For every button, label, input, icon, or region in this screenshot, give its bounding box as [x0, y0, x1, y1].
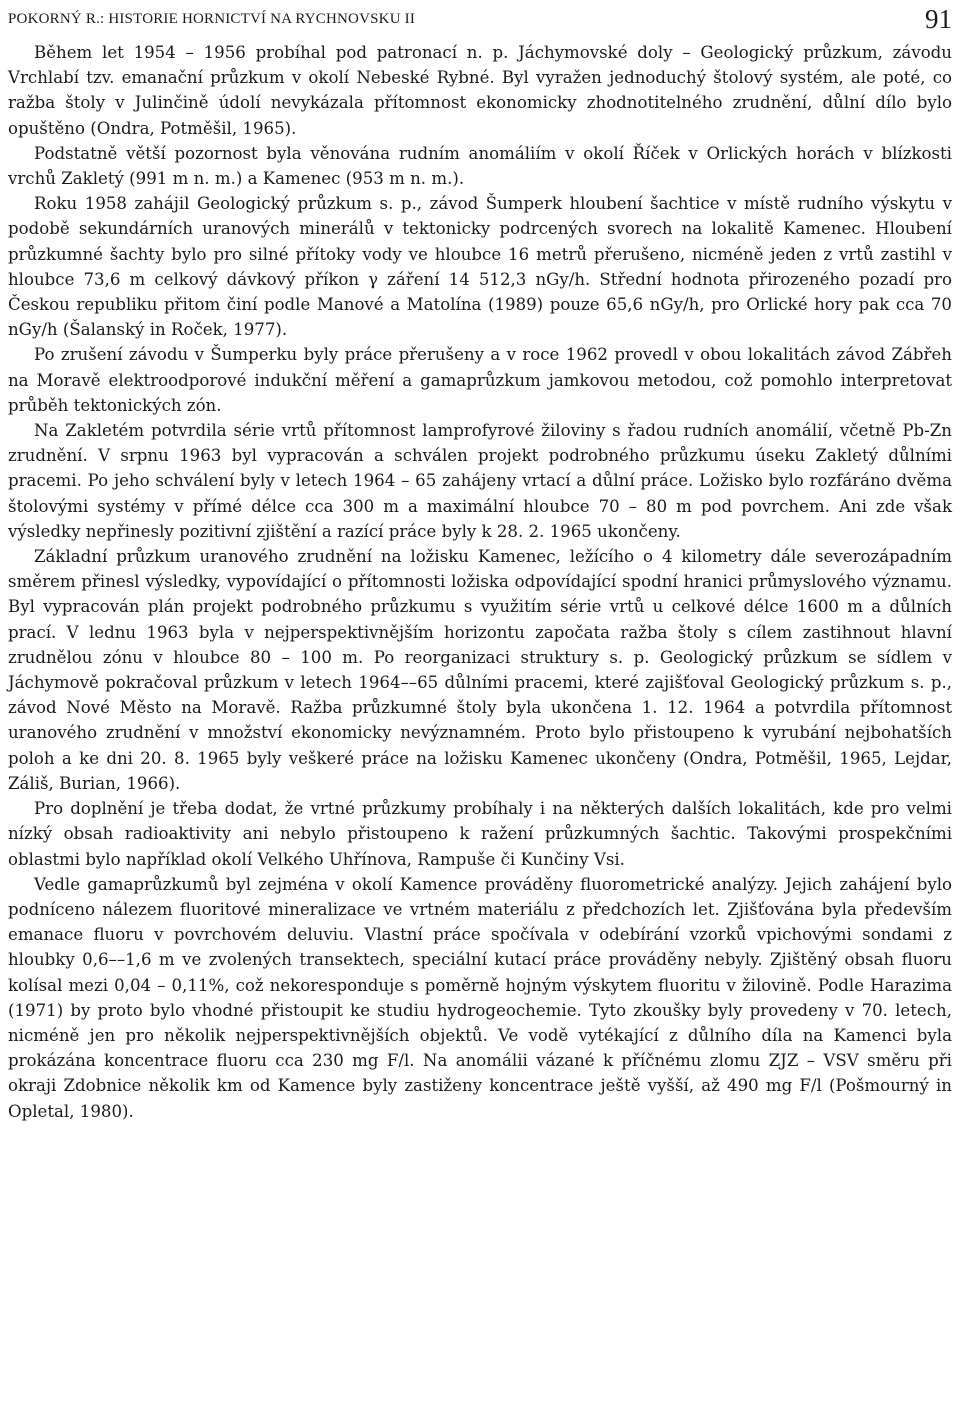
paragraph: Na Zakletém potvrdila série vrtů přítomnost lamprofyrové žiloviny s řadou rudních anomálií, včetně Pb-Zn zrudnění. V srpnu 1963 byl vypracován a schválen projekt podrobného průzkumu úseku Zakletý důlními pracemi. Po jeho schválení byly v letech 1964 – 65 zahájeny vrtací a důlní práce. Ložisko bylo rozfáráno dvěma štolovými systémy v přímé délce cca 300 m a maximální hloubce 70 – 80 m pod povrchem. Ani zde však výsledky nepřinesly pozitivní zjištění a razící práce byly k 28. 2. 1965 ukončeny.	[8, 421, 952, 541]
paragraph: Vedle gamaprůzkumů byl zejména v okolí Kamence prováděny fluorometrické analýzy. Jejich zahájení bylo podníceno nálezem fluoritové mineralizace ve vrtném materiálu z předchozích let. Zjišťována byla především emanace fluoru v povrchovém deluviu. Vlastní práce spočívala v odebírání vzorků vpichovými sondami z hloubky 0,6––1,6 m ve zvolených transektech, speciální kutací práce prováděny nebyly. Zjištěný obsah fluoru kolísal mezi 0,04 – 0,11%, což nekoresponduje s poměrně hojným výskytem fluoritu v žilovině. Podle Harazima (1971) by proto bylo vhodné přistoupit ke studiu hydrogeochemie. Tyto zkoušky byly provedeny v 70. letech, nicméně jen pro několik nejperspektivnějších objektů. Ve vodě vytékající z důlního díla na Kamenci byla prokázána koncentrace fluoru cca 230 mg F/l. Na anomálii vázané k příčnému zlomu ZJZ – VSV směru při okraji Zdobnice několik km od Kamence byly zastiženy koncentrace ještě vyšší, až 490 mg F/l (Pošmourný in Opletal, 1980).	[8, 874, 952, 1121]
body-text	[8, 40, 952, 1124]
paragraph: Pro doplnění je třeba dodat, že vrtné průzkumy probíhaly i na některých dalších lokalitách, kde pro velmi nízký obsah radioaktivity ani nebylo přistoupeno k ražení průzkumných šachtic. Takovými prospekčními oblastmi bylo například okolí Velkého Uhřínova, Rampuše či Kunčiny Vsi.	[8, 799, 952, 869]
running-title: POKORNÝ R.: HISTORIE HORNICTVÍ NA RYCHNOVSKU II	[8, 10, 416, 27]
paragraph: Základní průzkum uranového zrudnění na ložisku Kamenec, ležícího o 4 kilometry dále severozápadním směrem přinesl výsledky, vypovídající o přítomnosti ložiska odpovídající spodní hranici průmyslového významu. Byl vypracován plán projekt podrobného průzkumu s využitím série vrtů u celkové délce 1600 m a důlních prací. V lednu 1963 byla v nejperspektivnějším horizontu započata ražba štoly s cílem zastihnout hlavní zrudnělou zónu v hloubce 80 – 100 m. Po reorganizaci struktury s. p. Geologický průzkum se sídlem v Jáchymově pokračoval průzkum v letech 1964––65 důlními pracemi, které zajišťoval Geologický průzkum s. p., závod Nové Město na Moravě. Ražba průzkumné štoly byla ukončena 1. 12. 1964 a potvrdila přítomnost uranového zrudnění v množství ekonomicky nevýznamném. Proto bylo přistoupeno k vyrubání nejbohatších poloh a ke dni 20. 8. 1965 byly veškeré práce na ložisku Kamenec ukončeny (Ondra, Potměšil, 1965, Lejdar, Záliš, Burian, 1966).	[8, 547, 952, 793]
page-header	[8, 2, 952, 36]
paragraph: Roku 1958 zahájil Geologický průzkum s. p., závod Šumperk hloubení šachtice v místě rudního výskytu v podobě sekundárních uranových minerálů v tektonicky podrcených svorech na lokalitě Kamenec. Hloubení průzkumné šachty bylo pro silné přítoky vody ve hloubce 16 metrů přerušeno, nicméně jeden z vrtů zastihl v hloubce 73,6 m celkový dávkový příkon γ záření 14 512,3 nGy/h. Střední hodnota přirozeného pozadí pro Českou republiku přitom činí podle Manové a Matolína (1989) pouze 65,6 nGy/h, pro Orlické hory pak cca 70 nGy/h (Šalanský in Roček, 1977).	[8, 194, 952, 340]
page-number: 91	[925, 3, 952, 34]
paragraph: Podstatně větší pozornost byla věnována rudním anomáliím v okolí Říček v Orlických horách v blízkosti vrchů Zakletý (991 m n. m.) a Kamenec (953 m n. m.).	[8, 143, 952, 189]
paragraph: Po zrušení závodu v Šumperku byly práce přerušeny a v roce 1962 provedl v obou lokalitách závod Zábřeh na Moravě elektroodporové indukční měření a gamaprůzkum jamkovou metodou, což pomohlo interpretovat průběh tektonických zón.	[8, 345, 952, 415]
paragraph: Během let 1954 – 1956 probíhal pod patronací n. p. Jáchymovské doly – Geologický průzkum, závodu Vrchlabí tzv. emanační průzkum v okolí Nebeské Rybné. Byl vyražen jednoduchý štolový systém, ale poté, co ražba štoly v Julinčině údolí nevykázala přítomnost ekonomicky zhodnotitelného zrudnění, důlní dílo bylo opuštěno (Ondra, Potměšil, 1965).	[8, 43, 952, 138]
